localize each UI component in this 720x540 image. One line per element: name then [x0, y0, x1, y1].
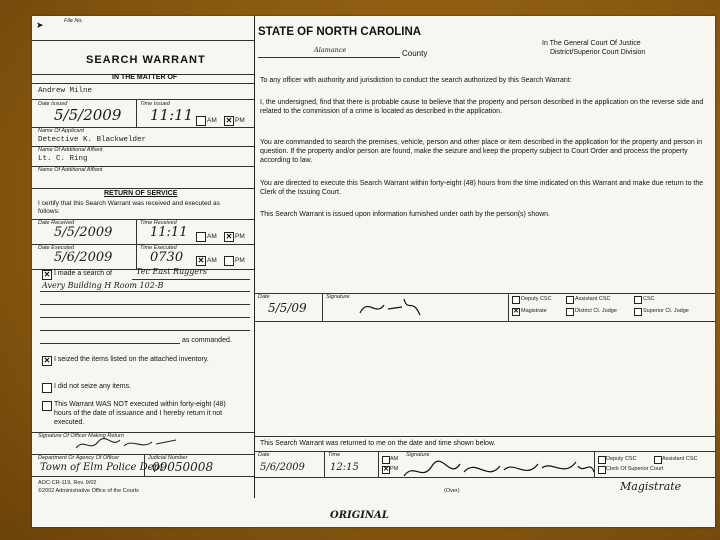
time-received-label: Time Received: [140, 220, 177, 226]
search-location-line2: Avery Building H Room 102-B: [42, 281, 164, 290]
return-pm-checkbox[interactable]: ✕: [383, 466, 389, 473]
paragraph-issued-upon: This Search Warrant is issued upon information furnished under oath by the person(s) shown.: [260, 211, 551, 218]
affiant2-label: Name Of Additional Affiant: [38, 167, 103, 173]
corner-arrow-icon: ➤: [36, 20, 44, 30]
time-issued-value: 11:11: [150, 106, 194, 124]
return-of-service-heading: RETURN OF SERVICE: [104, 190, 178, 197]
am-label: AM: [207, 117, 217, 124]
paragraph-commanded: You are commanded to search the premises, vehicle, person and other place or item described in the application for the property and person in question. If the property and/or person are found, make the seizure and keep the property subject to Court Order and process the property according to law.: [260, 139, 703, 164]
return-pm-label: PM: [390, 466, 399, 472]
return-signature-label: Signature: [406, 452, 430, 458]
superior-judge-checkbox[interactable]: [634, 308, 642, 316]
no-items-text: I did not seize any items.: [54, 383, 132, 390]
applicant-label: Name Of Applicant: [38, 128, 84, 134]
court-line1: In The General Court Of Justice: [542, 40, 641, 47]
magistrate-label: Magistrate: [521, 308, 547, 314]
deputy-csc-checkbox[interactable]: [512, 296, 520, 304]
district-judge-label: District Ct. Judge: [575, 308, 617, 314]
return-assistant-csc-label: Assistant CSC: [662, 456, 698, 462]
return-certify-text: I certify that this Search Warrant was received and executed as follows:: [38, 200, 220, 215]
court-line2: District/Superior Court Division: [550, 49, 646, 56]
over-text: (Over): [444, 488, 460, 494]
return-am-label: AM: [390, 456, 399, 462]
return-am-checkbox[interactable]: [382, 456, 390, 464]
pm-checkbox-received[interactable]: ✕: [225, 232, 233, 241]
csc-label: CSC: [643, 296, 655, 302]
assistant-csc-label: Assistant CSC: [575, 296, 611, 302]
department-value: Town of Elm Police Dept: [40, 462, 164, 473]
return-time-label: Time: [328, 452, 341, 458]
county-label: County: [402, 49, 428, 58]
return-date-label: Date: [258, 452, 270, 458]
pm-label-executed: PM: [235, 257, 245, 264]
pm-label: PM: [235, 117, 245, 124]
judicial-number-value: 09050008: [152, 460, 214, 474]
return-date-value: 5/6/2009: [260, 462, 305, 473]
no-items-checkbox[interactable]: [42, 383, 52, 393]
time-executed-value: 0730: [150, 250, 184, 265]
applicant-name: Detective K. Blackwelder: [38, 136, 147, 144]
search-location-line1: Tec East Ruggers: [136, 267, 208, 276]
returned-text: This Search Warrant was returned to me on the date and time shown below.: [260, 440, 496, 447]
not-executed-text: This Warrant WAS NOT executed within forty-eight (48) hours of the date of issuance and I hereby return it not executed.: [54, 401, 226, 426]
am-checkbox-received[interactable]: [196, 232, 206, 242]
items-seized-text: I seized the items listed on the attached inventory.: [54, 356, 209, 363]
time-issued-label: Time Issued: [140, 101, 170, 107]
paragraph-directed: You are directed to execute this Search Warrant within forty-eight (48) hours from the time indicated on this Warrant and make due return to the Clerk of the Issuing Court.: [260, 180, 704, 196]
officer-signature-label: Signature Of Officer Making Return: [38, 433, 124, 439]
magistrate-handwritten: Magistrate: [620, 480, 682, 493]
file-no-label: File No.: [64, 18, 83, 24]
issue-signature-label: Signature: [326, 294, 350, 300]
return-time-value: 12:15: [330, 462, 359, 473]
state-heading: STATE OF NORTH CAROLINA: [258, 26, 422, 38]
officer-signature: [72, 434, 182, 454]
return-assistant-csc-checkbox[interactable]: [654, 456, 662, 464]
clerk-superior-label: Clerk Of Superior Court: [606, 466, 664, 472]
district-judge-checkbox[interactable]: [566, 308, 574, 316]
csc-checkbox[interactable]: [634, 296, 642, 304]
am-label-executed: AM: [207, 257, 217, 264]
date-received-label: Date Received: [38, 220, 75, 226]
pm-label-received: PM: [235, 233, 245, 240]
copyright-text: ©2002 Administrative Office of the Courts: [38, 488, 139, 494]
paragraph-probable-cause: I, the undersigned, find that there is probable cause to believe that the property and person described in the application on the reverse side and related to the commission of a crime is located as described in the application.: [260, 99, 704, 115]
matter-name: Andrew Milne: [38, 87, 93, 95]
magistrate-checkbox[interactable]: ✕: [513, 308, 519, 315]
county-name: Alamance: [314, 46, 347, 54]
original-handwritten: ORIGINAL: [330, 510, 389, 521]
clerk-superior-checkbox[interactable]: [598, 466, 606, 474]
in-the-matter-of-heading: IN THE MATTER OF: [112, 74, 178, 81]
paragraph-to-any-officer: To any officer with authority and jurisdiction to conduct the search authorized by this Search Warrant:: [260, 77, 572, 84]
form-title: SEARCH WARRANT: [86, 54, 206, 66]
affiant-name: Lt. C. Ring: [38, 155, 88, 163]
issue-date-label: Date: [258, 294, 270, 300]
date-executed-value: 5/6/2009: [54, 250, 113, 265]
time-received-value: 11:11: [150, 225, 188, 240]
am-checkbox-executed[interactable]: ✕: [197, 256, 205, 265]
issue-date-value: 5/5/09: [268, 301, 307, 315]
assistant-csc-checkbox[interactable]: [566, 296, 574, 304]
return-deputy-csc-label: Deputy CSC: [606, 456, 637, 462]
return-deputy-csc-checkbox[interactable]: [598, 456, 606, 464]
department-label: Department Or Agency Of Officer: [38, 455, 120, 461]
date-issued-value: 5/5/2009: [54, 106, 122, 124]
return-signature: [400, 454, 596, 488]
judicial-number-label: Judicial Number: [148, 455, 188, 461]
deputy-csc-label: Deputy CSC: [521, 296, 552, 302]
search-made-checkbox[interactable]: ✕: [43, 270, 51, 279]
items-seized-checkbox[interactable]: ✕: [43, 356, 51, 365]
date-executed-label: Date Executed: [38, 245, 75, 251]
pm-checkbox-issued[interactable]: ✕: [225, 116, 233, 125]
date-issued-label: Date Issued: [38, 101, 68, 107]
issuing-signature: [354, 293, 426, 321]
as-commanded-text: as commanded.: [182, 337, 232, 344]
not-executed-checkbox[interactable]: [42, 401, 52, 411]
time-executed-label: Time Executed: [140, 245, 177, 251]
am-checkbox-issued[interactable]: [196, 116, 206, 126]
date-received-value: 5/5/2009: [54, 225, 113, 240]
pm-checkbox-executed[interactable]: [224, 256, 234, 266]
search-warrant-document: [32, 16, 715, 527]
form-number: AOC-CR-119, Rev. 9/02: [38, 480, 97, 486]
superior-judge-label: Superior Ct. Judge: [643, 308, 689, 314]
am-label-received: AM: [207, 233, 217, 240]
search-made-label: I made a search of: [54, 270, 112, 277]
affiant-label: Name Of Additional Affiant: [38, 147, 103, 153]
